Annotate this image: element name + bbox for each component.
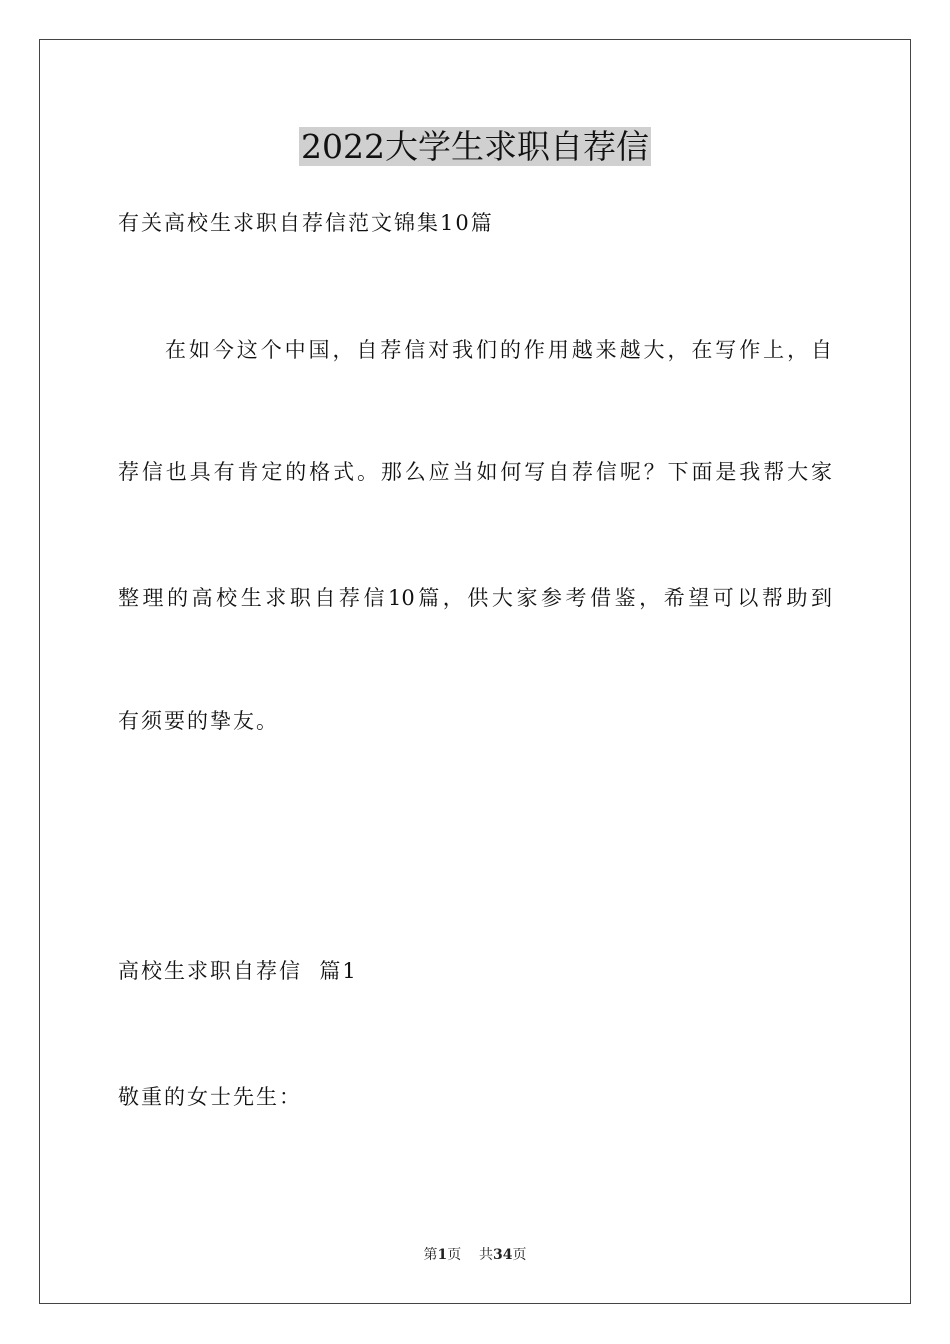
intro-line-3: 整理的高校生求职自荐信10篇，供大家参考借鉴，希望可以帮助到 (118, 586, 832, 610)
intro-line-2: 荐信也具有肯定的格式。那么应当如何写自荐信呢？下面是我帮大家 (118, 460, 832, 484)
page-footer (0, 1245, 950, 1265)
salutation: 敬重的女士先生： (118, 1085, 302, 1109)
footer-total-prefix: 共 (479, 1247, 494, 1263)
footer-total-suffix: 页 (512, 1247, 527, 1263)
footer-page-prefix: 第 (423, 1247, 438, 1263)
section-heading: 高校生求职自荐信 篇1 (118, 959, 358, 983)
document-title-text: 2022大学生求职自荐信 (301, 127, 649, 166)
document-subtitle: 有关高校生求职自荐信范文锦集10篇 (118, 211, 494, 235)
footer-total-pages: 34 (493, 1247, 513, 1263)
footer-page-number: 1 (437, 1247, 448, 1263)
intro-line-4: 有须要的挚友。 (118, 709, 279, 733)
document-title (0, 125, 950, 169)
footer-page-suffix: 页 (447, 1247, 462, 1263)
intro-line-1: 在如今这个中国，自荐信对我们的作用越来越大，在写作上，自 (165, 338, 832, 362)
